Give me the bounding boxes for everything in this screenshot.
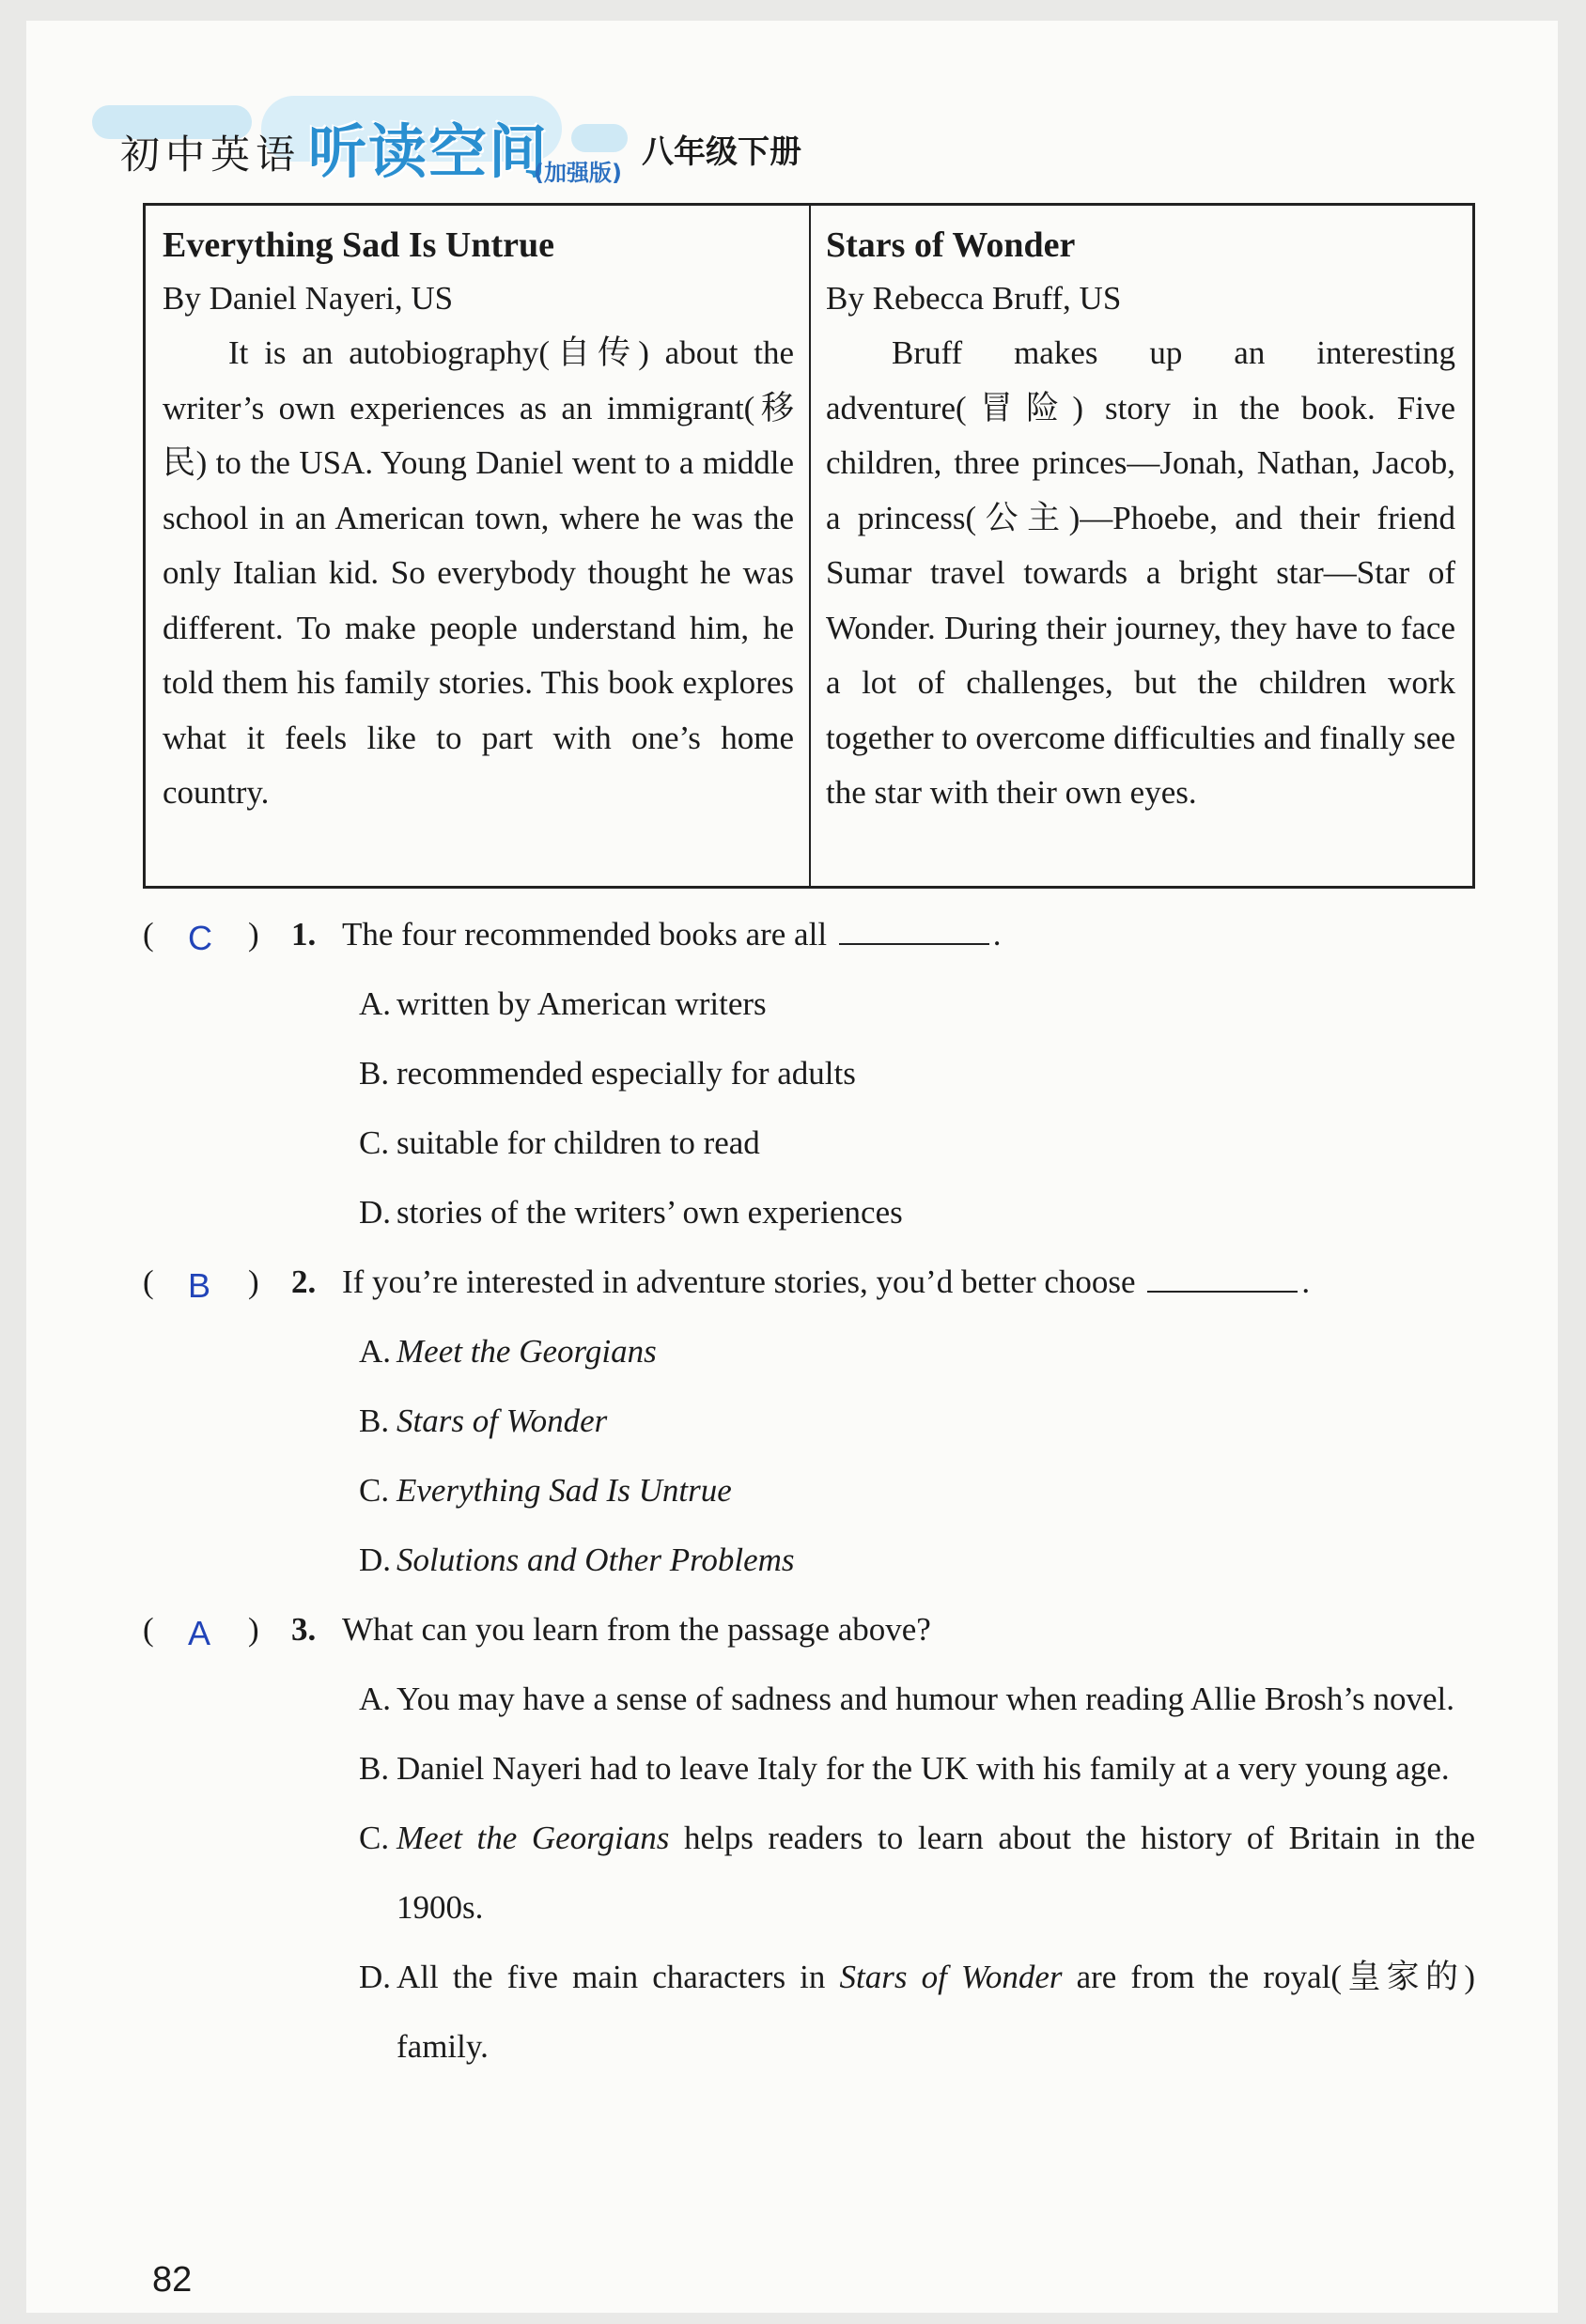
option — [143, 1387, 1477, 1456]
option-letter: D. — [359, 1959, 392, 1995]
answer-mark: A — [188, 1614, 211, 1652]
option-title: Stars of Wonder — [839, 1959, 1063, 1995]
book-author: By Rebecca Bruff, US — [826, 280, 1122, 317]
answer-blank — [839, 917, 989, 945]
option-letter: B. — [359, 1402, 390, 1439]
option-letter: A. — [359, 1333, 392, 1370]
option-letter: B. — [359, 1750, 390, 1787]
question-number: 3. — [291, 1611, 317, 1648]
question-stem: ( ) A 3. What can you learn from the passage above? — [143, 1595, 1477, 1665]
option-text: suitable for children to read — [396, 1124, 760, 1161]
option-text: recommended especially for adults — [396, 1055, 856, 1092]
option — [143, 969, 1477, 1039]
option-text: You may have a sense of sadness and humour when reading Allie Brosh’s novel. — [396, 1681, 1454, 1717]
page-number: 82 — [152, 2260, 193, 2300]
answer-blank — [1147, 1264, 1298, 1293]
question-text: The four recommended books are all — [342, 916, 828, 953]
option-letter: B. — [359, 1055, 390, 1092]
question-stem: ( ) B 2. If you’re interested in adventure stories, you’d better choose . — [143, 1247, 1477, 1317]
question-number: 2. — [291, 1263, 317, 1300]
question-number: 1. — [291, 916, 317, 953]
option-text: Meet the Georgians — [396, 1333, 657, 1370]
book-title: Everything Sad Is Untrue — [163, 225, 554, 265]
question-list — [143, 900, 1477, 2082]
stem-end: . — [992, 916, 1002, 953]
grade-label: 八年级下册 — [642, 133, 801, 171]
brand-logo: 听读空间 — [308, 117, 550, 186]
option-letter: A. — [359, 985, 392, 1022]
option-text — [396, 1804, 1475, 1943]
option-rest: helps readers to learn about the history of Britain in the 1900s. — [396, 1820, 1475, 1926]
option-rest: are from the royal(皇家的) family. — [396, 1959, 1476, 2065]
series-title: 初中英语 — [120, 132, 302, 178]
option — [143, 1456, 1477, 1526]
option-letter: A. — [359, 1681, 392, 1717]
option-text: Everything Sad Is Untrue — [396, 1472, 732, 1509]
option — [143, 1804, 1477, 1943]
option — [143, 1943, 1477, 2082]
option — [143, 1526, 1477, 1595]
option-letter: C. — [359, 1820, 390, 1856]
book-description: Bruff makes up an interesting adventure(冒险) story in the book. Five children, three princes—Jonah, Nathan, Jacob, a princess(公主)—Phoebe, and their friend Sumar travel towards a bright star—Star of Wonder. During their journey, they have to face a lot of challenges, but the children work together to overcome difficulties and finally see the star with their own eyes. — [826, 334, 1455, 811]
option-pre: All the five main characters in — [396, 1959, 826, 1995]
option-text: Stars of Wonder — [396, 1402, 608, 1439]
option-letter: D. — [359, 1194, 392, 1231]
book-title: Stars of Wonder — [826, 225, 1076, 265]
book-description: It is an autobiography(自传) about the writer’s own experiences as an immigrant(移民) to the USA. Young Daniel went to a middle school in an American town, where he was the only Italian kid. So everybody thought he was different. To make people understand him, he told them his family stories. This book explores what it feels like to part with one’s home country. — [163, 334, 794, 811]
option-letter: C. — [359, 1472, 390, 1509]
book-table — [143, 203, 1475, 889]
option-title: Meet the Georgians — [396, 1820, 670, 1856]
option-text: Solutions and Other Problems — [396, 1542, 795, 1578]
option-letter: C. — [359, 1124, 390, 1161]
book-author: By Daniel Nayeri, US — [163, 280, 454, 317]
option-text: Daniel Nayeri had to leave Italy for the UK with his family at a very young age. — [396, 1750, 1450, 1787]
option-text: written by American writers — [396, 985, 767, 1022]
option — [143, 1178, 1477, 1247]
option-text: stories of the writers’ own experiences — [396, 1194, 903, 1231]
answer-mark: B — [188, 1266, 211, 1305]
option-text — [396, 1943, 1475, 2082]
question-stem: ( ) C 1. The four recommended books are all . — [143, 900, 1477, 969]
page — [26, 21, 1558, 2313]
edition-label: (加强版) — [534, 160, 622, 186]
book-cell — [146, 206, 809, 886]
header — [92, 86, 938, 190]
option — [143, 1665, 1477, 1734]
option — [143, 1734, 1477, 1804]
option — [143, 1108, 1477, 1178]
stem-end: . — [1301, 1263, 1311, 1300]
answer-mark: C — [188, 919, 212, 957]
option-letter: D. — [359, 1542, 392, 1578]
option — [143, 1039, 1477, 1108]
question-text: If you’re interested in adventure stories, you’d better choose — [342, 1263, 1136, 1300]
option — [143, 1317, 1477, 1387]
question-text: What can you learn from the passage above? — [342, 1611, 931, 1648]
book-cell — [809, 206, 1472, 886]
